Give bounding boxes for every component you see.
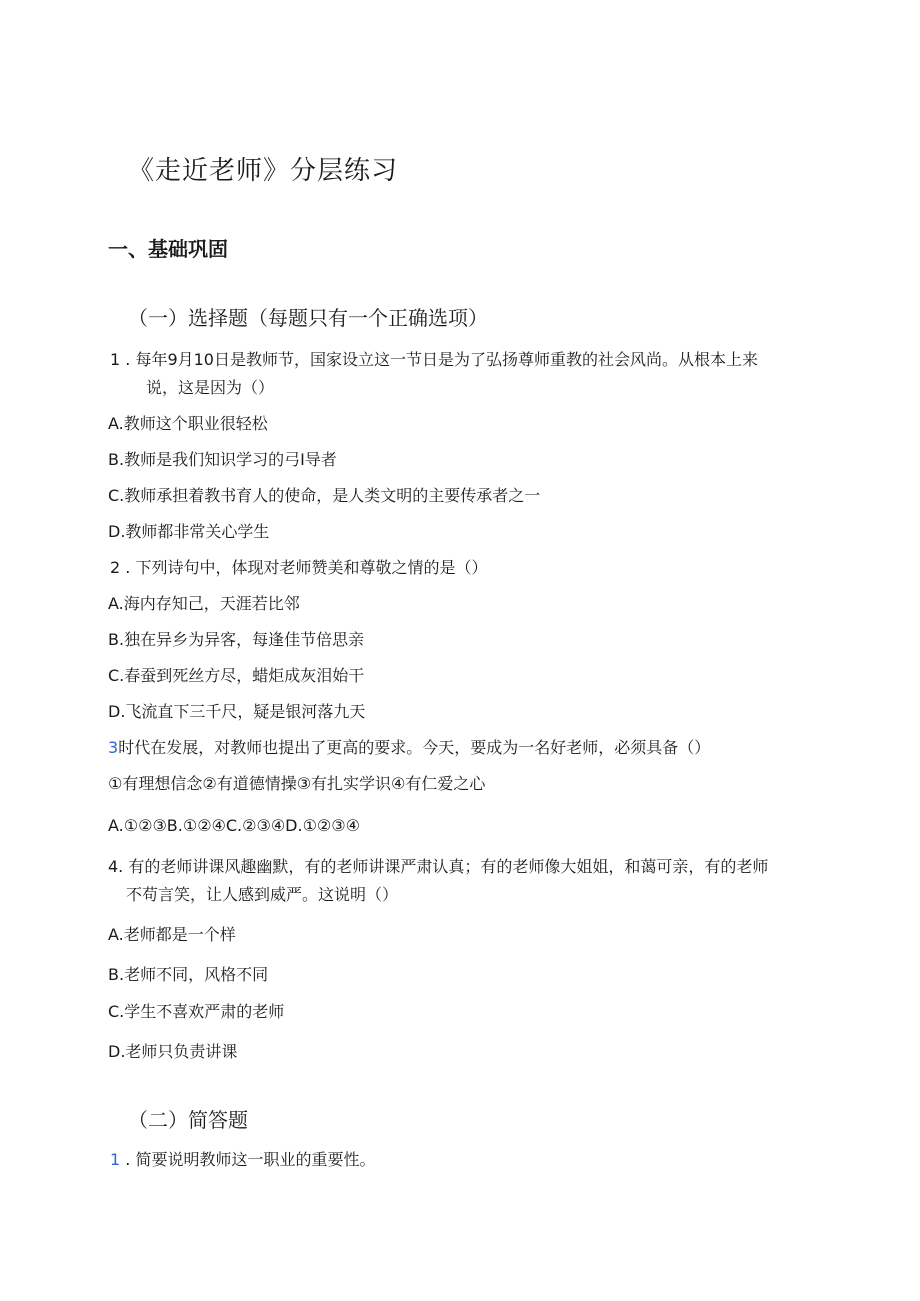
short-answer-1-text: . 简要说明教师这一职业的重要性。 bbox=[120, 1150, 376, 1169]
question-1-option-d: D.教师都非常关心学生 bbox=[108, 522, 270, 541]
question-1-line-1: 1 . 每年9月10日是教师节，国家设立这一节日是为了弘扬尊师重教的社会风尚。从根本上来 bbox=[110, 350, 758, 369]
question-4-line-2: 不苟言笑，让人感到威严。这说明（） bbox=[126, 885, 399, 904]
question-4-option-a: A.老师都是一个样 bbox=[108, 925, 236, 944]
question-3-options: A.①②③B.①②④C.②③④D.①②③④ bbox=[108, 816, 360, 835]
question-3-line-1 bbox=[108, 736, 710, 760]
section-heading-basic: 一、基础巩固 bbox=[108, 237, 228, 261]
question-4-option-c: C.学生不喜欢严肃的老师 bbox=[108, 1002, 285, 1021]
part-heading-short-answer: （二）简答题 bbox=[128, 1108, 248, 1132]
short-answer-1 bbox=[110, 1148, 375, 1172]
question-4-option-d: D.老师只负责讲课 bbox=[108, 1042, 238, 1061]
question-2-option-b: B.独在异乡为异客，每逢佳节倍思亲 bbox=[108, 630, 365, 649]
question-1-option-c: C.教师承担着教书育人的使命，是人类文明的主要传承者之一 bbox=[108, 486, 541, 505]
part-heading-choice: （一）选择题（每题只有一个正确选项） bbox=[128, 306, 488, 330]
question-1-option-b: B.教师是我们知识学习的弓I导者 bbox=[108, 450, 337, 469]
question-1-line-2: 说，这是因为（） bbox=[146, 378, 275, 397]
page-title: 《走近老师》分层练习 bbox=[128, 156, 399, 186]
question-3-text: 时代在发展，对教师也提出了更高的要求。今天，要成为一名好老师，必须具备（） bbox=[118, 738, 711, 757]
question-2-option-c: C.春蚕到死丝方尽，蜡炬成灰泪始干 bbox=[108, 666, 365, 685]
question-2-option-a: A.海内存知己，天涯若比邻 bbox=[108, 594, 300, 613]
short-answer-1-number: 1 bbox=[110, 1150, 121, 1169]
question-2-option-d: D.飞流直下三千尺，疑是银河落九天 bbox=[108, 702, 366, 721]
question-2-line-1: 2 . 下列诗句中，体现对老师赞美和尊敬之情的是（） bbox=[110, 558, 488, 577]
question-4-line-1: 4. 有的老师讲课风趣幽默，有的老师讲课严肃认真；有的老师像大姐姐，和蔼可亲，有的老师 bbox=[108, 857, 769, 876]
question-3-number: 3 bbox=[108, 738, 119, 757]
question-1-option-a: A.教师这个职业很轻松 bbox=[108, 414, 268, 433]
question-3-statements: ①有理想信念②有道德情操③有扎实学识④有仁爱之心 bbox=[108, 774, 486, 793]
question-4-option-b: B.老师不同，风格不同 bbox=[108, 965, 269, 984]
